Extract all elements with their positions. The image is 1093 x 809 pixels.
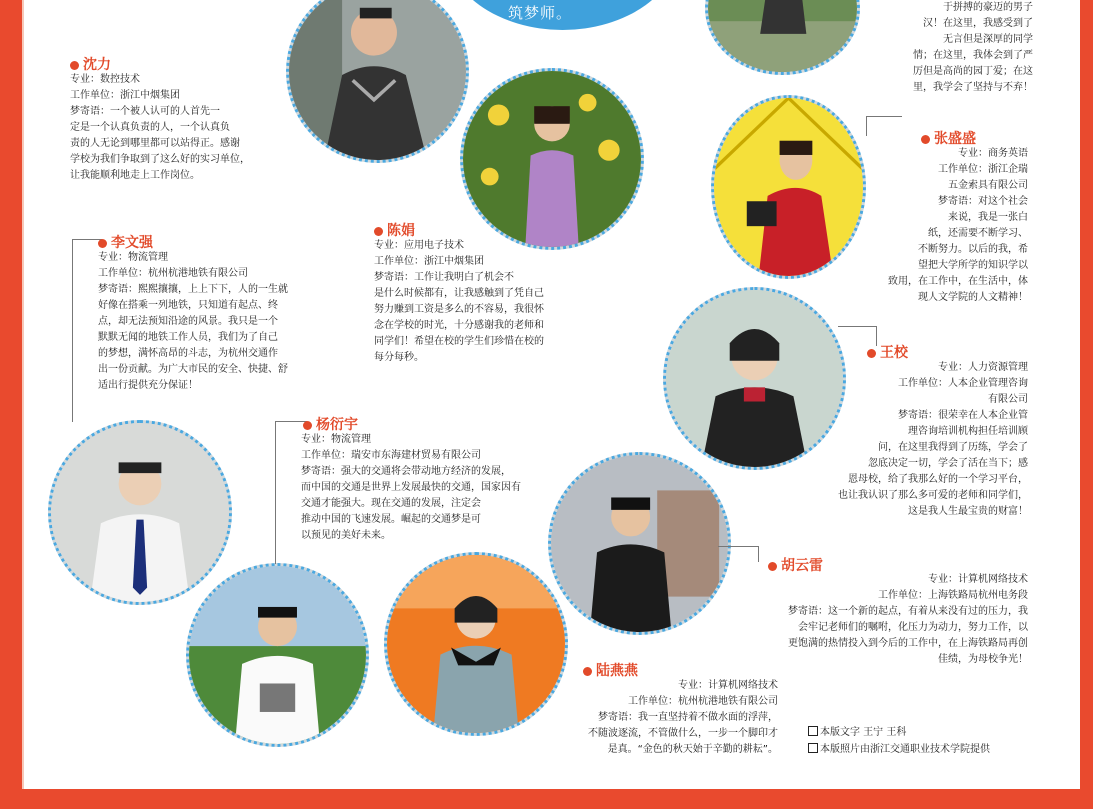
info-yangyanyu [301, 432, 551, 544]
info-line: 情；在这里，我体会到了严 [913, 50, 1033, 61]
info-line: 学校为我们争取到了这么好的实习单位， [70, 154, 250, 165]
info-line: 更饱满的热情投入到今后的工作中，在上海铁路局再创 [788, 638, 1028, 649]
page-frame-right [1080, 0, 1093, 809]
bullet-dot [921, 135, 930, 144]
name-liwenqiang: 李文强 [98, 232, 153, 252]
info-line: 梦寄语：工作让我明白了机会不 [374, 272, 514, 283]
info-line: 以预见的美好未来。 [301, 530, 391, 541]
bullet-dot [768, 562, 777, 571]
checkbox-square-icon [808, 743, 818, 753]
name-wangxiao: 王校 [867, 342, 908, 362]
info-line: 理咨询培训机构担任培训顾 [908, 426, 1028, 437]
info-line: 来说，我是一张白 [948, 212, 1028, 223]
name-luyanyan: 陆燕燕 [583, 660, 638, 680]
info-line: 不断努力。以后的我，希 [918, 244, 1028, 255]
info-line: 问，在这里我得到了历练，学会了 [878, 442, 1028, 453]
info-line: 会牢记老师们的嘱咐，化压力为动力，努力工作，以 [798, 622, 1028, 633]
info-line: 工作单位：人本企业管理咨询 [898, 378, 1028, 389]
info-line: 工作单位：杭州杭港地铁有限公司 [628, 696, 778, 707]
photo-huyunlei [548, 452, 731, 635]
credit-photo: 本版照片由浙江交通职业技术学院提供 [820, 744, 990, 755]
info-line: 专业：计算机网络技术 [678, 680, 778, 691]
info-line: 点，却无法预知沿途的风景。我只是一个 [98, 316, 278, 327]
bullet-dot [867, 349, 876, 358]
info-line: 于拼搏的豪迈的男子 [943, 2, 1033, 13]
info-line: 同学们！希望在校的学生们珍惜在校的 [374, 336, 544, 347]
info-liwenqiang [98, 250, 338, 394]
info-shenli [70, 72, 310, 184]
bullet-dot [98, 239, 107, 248]
info-line: 忽底决定一切，学会了活在当下；感 [868, 458, 1028, 469]
info-line: 汉！在这里，我感受到了 [923, 18, 1033, 29]
info-zhangshengsheng [828, 146, 1028, 306]
info-line: 不随波逐流，不管做什么，一步一个脚印才 [588, 728, 778, 739]
info-line: 责的人无论到哪里都可以站得正。感谢 [70, 138, 240, 149]
credits [808, 724, 990, 758]
info-line: 是真。“金色的秋天始于辛勤的耕耘”。 [607, 744, 778, 755]
connector-line [758, 546, 759, 562]
connector-line [866, 116, 902, 117]
info-line: 梦寄语：一个被人认可的人首先一 [70, 106, 220, 117]
info-line: 梦寄语：熙熙攘攘，上上下下，人的一生就 [98, 284, 288, 295]
connector-line [838, 326, 876, 327]
info-line: 专业：数控技术 [70, 74, 140, 85]
checkbox-square-icon [808, 726, 818, 736]
info-line: 也让我认识了那么多可爱的老师和同学们， [838, 490, 1028, 501]
credit-text: 本版文字 王宁 王科 [820, 727, 907, 738]
info-line: 恩母校，给了我那么好的一个学习平台， [848, 474, 1028, 485]
info-line: 五金索具有限公司 [948, 180, 1028, 191]
connector-line [275, 421, 276, 564]
info-line: 是什么时候都有，让我感触到了凭自己 [374, 288, 544, 299]
name-zhangshengsheng: 张盛盛 [921, 128, 976, 148]
info-line: 工作单位：浙江中烟集团 [374, 256, 484, 267]
page-frame-bottom [0, 789, 1093, 809]
info-line: 现人文学院的人文精神！ [918, 292, 1028, 303]
info-huyunlei [706, 572, 1028, 668]
connector-line [718, 546, 758, 547]
info-line: 望把大学所学的知识学以 [918, 260, 1028, 271]
photo-liwenqiang [48, 420, 232, 605]
info-line: 这是我人生最宝贵的财富！ [908, 506, 1028, 517]
info-line: 交通才能强大。现在交通的发展，注定会 [301, 498, 481, 509]
info-line: 梦寄语：很荣幸在人本企业管 [898, 410, 1028, 421]
info-line: 定是一个认真负责的人，一个认真负 [70, 122, 230, 133]
info-line: 默默无闻的地铁工作人员，我们为了自己 [98, 332, 278, 343]
info-line: 工作单位：浙江中烟集团 [70, 90, 180, 101]
info-line: 专业：人力资源管理 [938, 362, 1028, 373]
info-line: 专业：物流管理 [301, 434, 371, 445]
info-line: 工作单位：瑞安市东海建材贸易有限公司 [301, 450, 481, 461]
info-line: 梦寄语：强大的交通将会带动地方经济的发展， [301, 466, 511, 477]
info-line: 念在学校的时光，十分感谢我的老师和 [374, 320, 544, 331]
banner-text: 筑梦师。 [508, 4, 573, 22]
info-line: 专业：物流管理 [98, 252, 168, 263]
info-line: 的梦想，满怀高昂的斗志，为杭州交通作 [98, 348, 278, 359]
info-line: 而中国的交通是世界上发展最快的交通，国家因有 [301, 482, 521, 493]
info-line: 让我能顺利地走上工作岗位。 [70, 170, 200, 181]
photo-yangyanyu [186, 563, 369, 747]
info-line: 适出行提供充分保证！ [98, 380, 198, 391]
info-line: 工作单位：浙江企瑞 [938, 164, 1028, 175]
info-line: 梦寄语：这一个新的起点，有着从来没有过的压力，我 [788, 606, 1028, 617]
info-line: 好像在搭乘一列地铁，只知道有起点、终 [98, 300, 278, 311]
info-line: 每分每秒。 [374, 352, 424, 363]
info-line: 出一份贡献。为广大市民的安全、快捷、舒 [98, 364, 288, 375]
info-line: 工作单位：杭州杭港地铁有限公司 [98, 268, 248, 279]
info-line: 佳绩，为母校争光！ [938, 654, 1028, 665]
info-luyanyan [516, 678, 778, 758]
info-line: 专业：应用电子技术 [374, 240, 464, 251]
connector-line [866, 116, 867, 136]
photo-chenjuan [460, 68, 644, 250]
info-line: 工作单位：上海铁路局杭州电务段 [878, 590, 1028, 601]
info-wangxiao [760, 360, 1028, 520]
info-line: 有限公司 [988, 394, 1028, 405]
info-line: 梦寄语：我一直坚持着不做水面的浮萍， [598, 712, 778, 723]
name-shenli: 沈力 [70, 54, 111, 74]
info-line: 努力赚到工资是多么的不容易，我很怀 [374, 304, 544, 315]
info-line: 致用，在工作中，在生活中，体 [888, 276, 1028, 287]
name-huyunlei: 胡云雷 [768, 555, 823, 575]
page-frame-left [0, 0, 22, 809]
name-yangyanyu: 杨衍宇 [303, 414, 358, 434]
info-line: 厉但是高尚的园丁爱；在这 [913, 66, 1033, 77]
info-line: 里，我学会了坚持与不弃！ [913, 82, 1033, 93]
connector-line [72, 239, 73, 422]
info-topright [858, 0, 1033, 96]
bullet-dot [70, 61, 79, 70]
info-line: 专业：计算机网络技术 [928, 574, 1028, 585]
bullet-dot [303, 421, 312, 430]
bullet-dot [583, 667, 592, 676]
info-chenjuan [374, 238, 614, 366]
info-line: 梦寄语：对这个社会 [938, 196, 1028, 207]
info-line: 专业：商务英语 [958, 148, 1028, 159]
bullet-dot [374, 227, 383, 236]
info-line: 纸，还需要不断学习、 [928, 228, 1028, 239]
info-line: 无言但是深厚的同学 [943, 34, 1033, 45]
info-line: 推动中国的飞速发展。崛起的交通梦是可 [301, 514, 481, 525]
name-chenjuan: 陈娟 [374, 220, 415, 240]
